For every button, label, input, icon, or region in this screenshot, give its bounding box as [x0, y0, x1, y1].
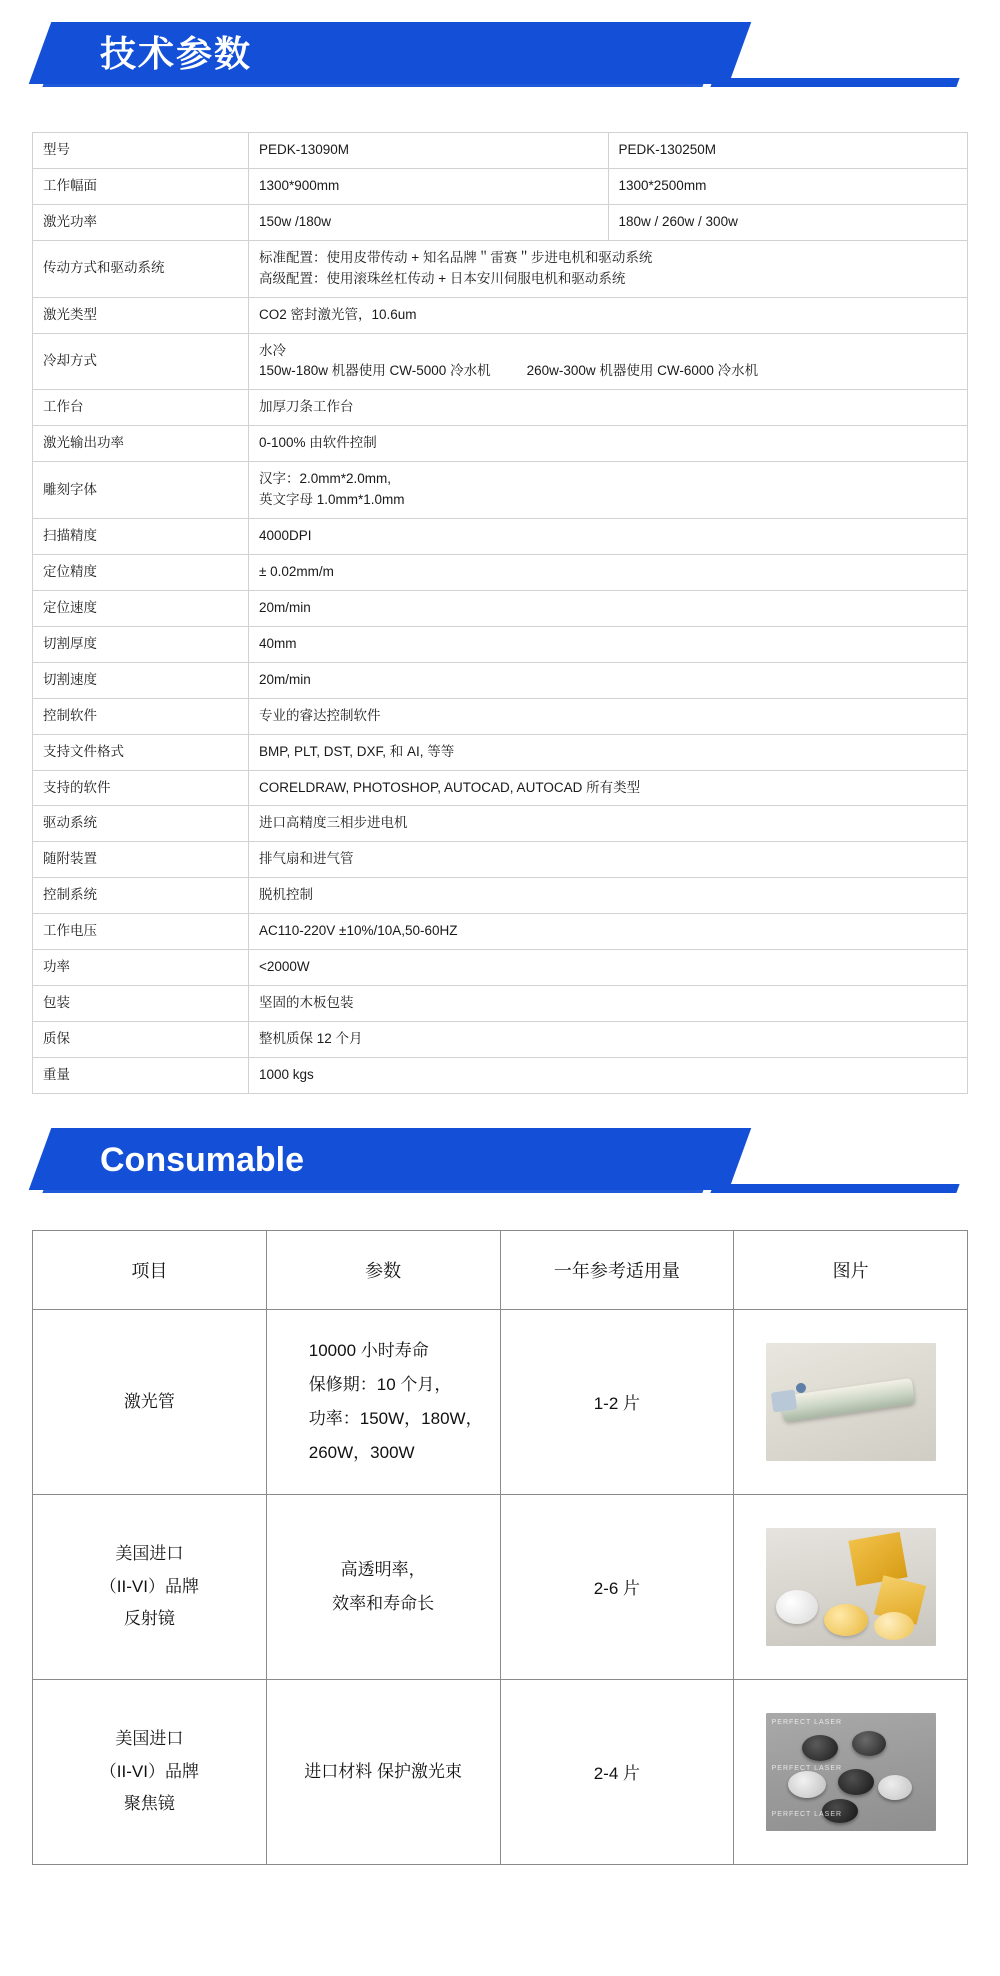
spec-value-col2: 180w / 260w / 300w: [608, 204, 968, 240]
spec-value-line: 高级配置：使用滚珠丝杠传动 + 日本安川伺服电机和驱动系统: [259, 270, 626, 286]
spec-label: 型号: [33, 133, 249, 169]
consumable-quantity: 2-6 片: [500, 1494, 734, 1679]
table-row: [33, 554, 968, 590]
spec-value: CORELDRAW, PHOTOSHOP, AUTOCAD, AUTOCAD 所有类型: [249, 770, 968, 806]
consumable-param: [266, 1679, 500, 1864]
table-row: [33, 1494, 968, 1679]
spec-label: 切割厚度: [33, 626, 249, 662]
consumable-item-name: [33, 1494, 267, 1679]
table-row: [33, 626, 968, 662]
spec-value-col1: 150w /180w: [249, 204, 609, 240]
spec-value-col1: PEDK-13090M: [249, 133, 609, 169]
spec-value: [249, 333, 968, 390]
table-row: [33, 662, 968, 698]
banner-shape-tail: [710, 78, 959, 87]
column-header-quantity: 一年参考适用量: [500, 1230, 734, 1309]
table-row: [33, 734, 968, 770]
spec-value: 整机质保 12 个月: [249, 1021, 968, 1057]
laser-tube-photo: [766, 1343, 936, 1461]
table-row: [33, 297, 968, 333]
spec-value-line-group: [259, 361, 957, 382]
consumable-item-line: （II-VI）品牌: [99, 1576, 199, 1596]
banner-shape-tail: [710, 1184, 959, 1193]
mirror-disc-shape: [874, 1612, 914, 1640]
spec-value: AC110-220V ±10%/10A,50-60HZ: [249, 914, 968, 950]
spec-value: BMP, PLT, DST, DXF, 和 AI, 等等: [249, 734, 968, 770]
spec-value-col1: 1300*900mm: [249, 168, 609, 204]
consumable-table: [32, 1230, 968, 1865]
spec-value: 20m/min: [249, 662, 968, 698]
spec-value: 加厚刀条工作台: [249, 390, 968, 426]
spec-value: 4000DPI: [249, 519, 968, 555]
table-row: [33, 590, 968, 626]
consumable-param-line: 10000 小时寿命: [308, 1340, 429, 1360]
spec-label: 支持文件格式: [33, 734, 249, 770]
consumable-param: [266, 1494, 500, 1679]
table-row: [33, 462, 968, 519]
spec-label: 支持的软件: [33, 770, 249, 806]
consumable-photo-cell: [734, 1309, 968, 1494]
table-row: [33, 806, 968, 842]
table-row: [33, 698, 968, 734]
spec-label: 控制系统: [33, 878, 249, 914]
table-row: [33, 1057, 968, 1093]
tech-params-title: 技术参数: [100, 33, 253, 74]
banner-shape-underline: [42, 78, 705, 87]
table-row: [33, 240, 968, 297]
consumable-param-line: 保修期：10 个月，: [308, 1374, 452, 1394]
table-row: [33, 204, 968, 240]
table-row: [33, 878, 968, 914]
consumable-table-body: [33, 1309, 968, 1864]
spec-label: 功率: [33, 950, 249, 986]
spec-label: 包装: [33, 986, 249, 1022]
spec-label: 工作幅面: [33, 168, 249, 204]
spec-value: 20m/min: [249, 590, 968, 626]
consumable-param: [266, 1309, 500, 1494]
spec-value-cooling-low: 150w-180w 机器使用 CW-5000 冷水机: [259, 363, 491, 379]
consumable-item-line: 美国进口: [115, 1729, 184, 1749]
watermark-text: PERFECT LASER: [771, 1718, 843, 1726]
spec-label: 质保: [33, 1021, 249, 1057]
consumable-param-line: 进口材料 保护激光束: [304, 1761, 462, 1781]
spec-label: 冷却方式: [33, 333, 249, 390]
consumable-item-line: 聚焦镜: [123, 1793, 175, 1813]
column-header-param: 参数: [266, 1230, 500, 1309]
table-row: [33, 390, 968, 426]
spec-label: 激光输出功率: [33, 426, 249, 462]
table-row: [33, 333, 968, 390]
table-row: [33, 519, 968, 555]
spec-label: 定位精度: [33, 554, 249, 590]
table-row: [33, 1021, 968, 1057]
consumable-title: Consumable: [100, 1140, 305, 1179]
consumable-param-line: 260W，300W: [308, 1442, 415, 1462]
watermark-text: PERFECT LASER: [771, 1764, 843, 1772]
banner-shape-underline: [42, 1184, 705, 1193]
focus-lens-photo: [766, 1713, 936, 1831]
spec-value: 0-100% 由软件控制: [249, 426, 968, 462]
consumable-item-name: [33, 1309, 267, 1494]
spec-value: CO2 密封激光管，10.6um: [249, 297, 968, 333]
watermark-text: PERFECT LASER: [771, 1810, 843, 1818]
reflective-mirror-photo: [766, 1528, 936, 1646]
tech-params-banner: [0, 22, 1000, 94]
column-header-photo: 图片: [734, 1230, 968, 1309]
tube-cap-shape: [770, 1389, 797, 1412]
consumable-item-line: 美国进口: [115, 1544, 184, 1564]
spec-label: 重量: [33, 1057, 249, 1093]
table-row: [33, 168, 968, 204]
table-row: [33, 133, 968, 169]
spec-label: 激光功率: [33, 204, 249, 240]
spec-label: 控制软件: [33, 698, 249, 734]
spec-value-line: 标准配置：使用皮带传动 + 知名品牌＂雷赛＂步进电机和驱动系统: [259, 249, 653, 265]
lens-disc-shape: [788, 1771, 826, 1798]
spec-label: 切割速度: [33, 662, 249, 698]
table-row: [33, 950, 968, 986]
consumable-table-head: [33, 1230, 968, 1309]
consumable-param-line: 功率：150W，180W，: [308, 1408, 483, 1428]
spec-label: 工作台: [33, 390, 249, 426]
spec-label: 定位速度: [33, 590, 249, 626]
spec-table-body: [33, 133, 968, 1094]
table-row: [33, 914, 968, 950]
mirror-disc-shape: [824, 1604, 868, 1636]
spec-value: 1000 kgs: [249, 1057, 968, 1093]
spec-label: 扫描精度: [33, 519, 249, 555]
spec-label: 雕刻字体: [33, 462, 249, 519]
spec-label: 随附装置: [33, 842, 249, 878]
spec-value: 专业的睿达控制软件: [249, 698, 968, 734]
table-row: [33, 770, 968, 806]
spec-value-line: 汉字：2.0mm*2.0mm,: [259, 471, 392, 487]
spec-value-cooling-high: 260w-300w 机器使用 CW-6000 冷水机: [526, 363, 759, 379]
consumable-quantity: 2-4 片: [500, 1679, 734, 1864]
spec-label: 驱动系统: [33, 806, 249, 842]
table-row: [33, 1679, 968, 1864]
spec-label: 传动方式和驱动系统: [33, 240, 249, 297]
column-header-item: 项目: [33, 1230, 267, 1309]
lens-disc-shape: [852, 1731, 886, 1756]
table-row: [33, 426, 968, 462]
spec-value: 进口高精度三相步进电机: [249, 806, 968, 842]
spec-value: 坚固的木板包装: [249, 986, 968, 1022]
spec-table-container: [32, 132, 968, 1094]
consumable-item-line: 反射镜: [123, 1608, 175, 1628]
table-row: [33, 986, 968, 1022]
tube-connector-shape: [795, 1382, 806, 1393]
consumable-photo-cell: [734, 1679, 968, 1864]
consumable-item-name: [33, 1679, 267, 1864]
spec-value-line: 水冷: [259, 342, 286, 358]
lens-disc-shape: [878, 1775, 912, 1800]
consumable-item-line: 激光管: [123, 1391, 175, 1411]
table-row: [33, 842, 968, 878]
spec-value-col2: PEDK-130250M: [608, 133, 968, 169]
spec-value-col2: 1300*2500mm: [608, 168, 968, 204]
table-header-row: [33, 1230, 968, 1309]
spec-label: 激光类型: [33, 297, 249, 333]
spec-value: 40mm: [249, 626, 968, 662]
spec-value: <2000W: [249, 950, 968, 986]
consumable-banner: [0, 1128, 1000, 1200]
spec-value: [249, 462, 968, 519]
lens-disc-shape: [838, 1769, 874, 1795]
lens-disc-shape: [802, 1735, 838, 1761]
spec-value: ± 0.02mm/m: [249, 554, 968, 590]
consumable-item-line: （II-VI）品牌: [99, 1761, 199, 1781]
spec-value: 排气扇和进气管: [249, 842, 968, 878]
consumable-quantity: 1-2 片: [500, 1309, 734, 1494]
consumable-param-line: 高透明率，: [340, 1559, 426, 1579]
table-row: [33, 1309, 968, 1494]
spec-table: [32, 132, 968, 1094]
mirror-disc-shape: [776, 1590, 818, 1624]
spec-label: 工作电压: [33, 914, 249, 950]
consumable-photo-cell: [734, 1494, 968, 1679]
spec-value-line: 英文字母 1.0mm*1.0mm: [259, 492, 405, 508]
spec-value: [249, 240, 968, 297]
mirror-gold-plate-shape: [848, 1532, 907, 1586]
spec-value: 脱机控制: [249, 878, 968, 914]
consumable-table-container: [32, 1230, 968, 1865]
consumable-param-line: 效率和寿命长: [332, 1593, 435, 1613]
